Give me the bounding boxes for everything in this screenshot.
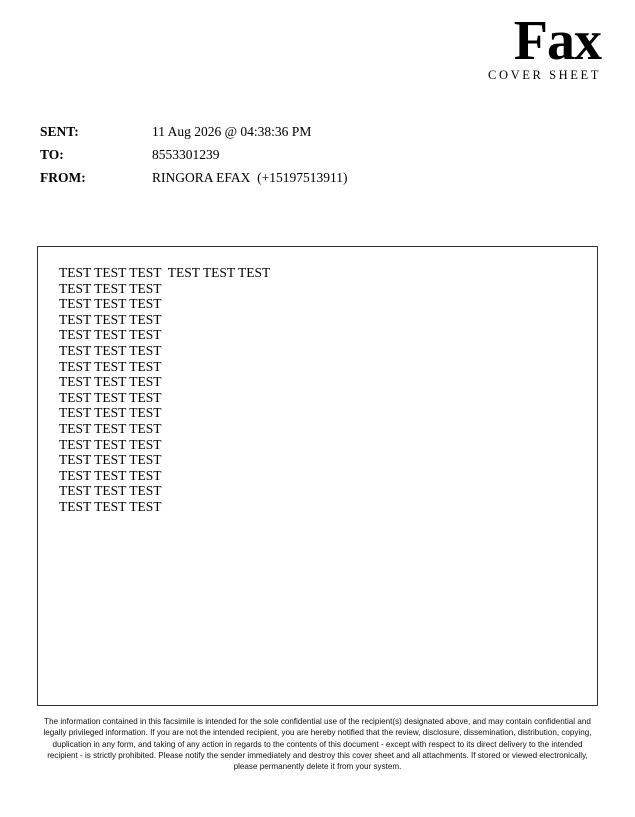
to-row	[40, 143, 348, 166]
message-line: TEST TEST TEST	[59, 498, 162, 514]
message-line: TEST TEST TEST	[59, 467, 162, 483]
confidentiality-disclaimer: The information contained in this facsimile is intended for the sole confidential use of the recipient(s) designated above, and may contain confidential and legally privileged information. If you are not the intended recipient, you are hereby notified that the review, disclosure, dissemination, distribution, copying, duplication in any form, and taking of any action in regards to the contents of this document - except with respect to its direct delivery to the intended recipient - is strictly prohibited. Please notify the sender immediately and destroy this cover sheet and all attachments. If stored or viewed electronically, please permanently delete it from your system.	[43, 717, 592, 772]
from-label: FROM:	[40, 169, 86, 185]
message-line: TEST TEST TEST	[59, 311, 162, 327]
cover-sheet-subtitle: COVER SHEET	[488, 68, 601, 82]
sent-label: SENT:	[40, 123, 79, 139]
from-value: RINGORA EFAX (+15197513911)	[152, 169, 348, 185]
message-line: TEST TEST TEST	[59, 405, 162, 421]
from-row	[40, 166, 348, 189]
message-body	[59, 265, 270, 515]
message-line: TEST TEST TEST	[59, 327, 162, 343]
sent-row	[40, 120, 348, 143]
message-line: TEST TEST TEST	[59, 374, 162, 390]
to-label: TO:	[40, 146, 64, 162]
message-line: TEST TEST TEST	[59, 296, 162, 312]
message-line: TEST TEST TEST	[59, 389, 162, 405]
to-value: 8553301239	[152, 146, 220, 162]
message-line: TEST TEST TEST	[59, 358, 162, 374]
fax-logo	[488, 10, 601, 83]
fax-title: Fax	[513, 10, 601, 72]
message-line: TEST TEST TEST	[59, 452, 162, 468]
message-box	[37, 246, 598, 706]
message-line: TEST TEST TEST	[59, 483, 162, 499]
message-line: TEST TEST TEST	[59, 280, 162, 296]
fax-details	[40, 120, 348, 189]
message-line: TEST TEST TEST	[59, 420, 162, 436]
sent-value: 11 Aug 2026 @ 04:38:36 PM	[152, 123, 312, 139]
message-line: TEST TEST TEST	[59, 342, 162, 358]
message-line: TEST TEST TEST TEST TEST TEST	[59, 265, 271, 280]
message-line: TEST TEST TEST	[59, 436, 162, 452]
